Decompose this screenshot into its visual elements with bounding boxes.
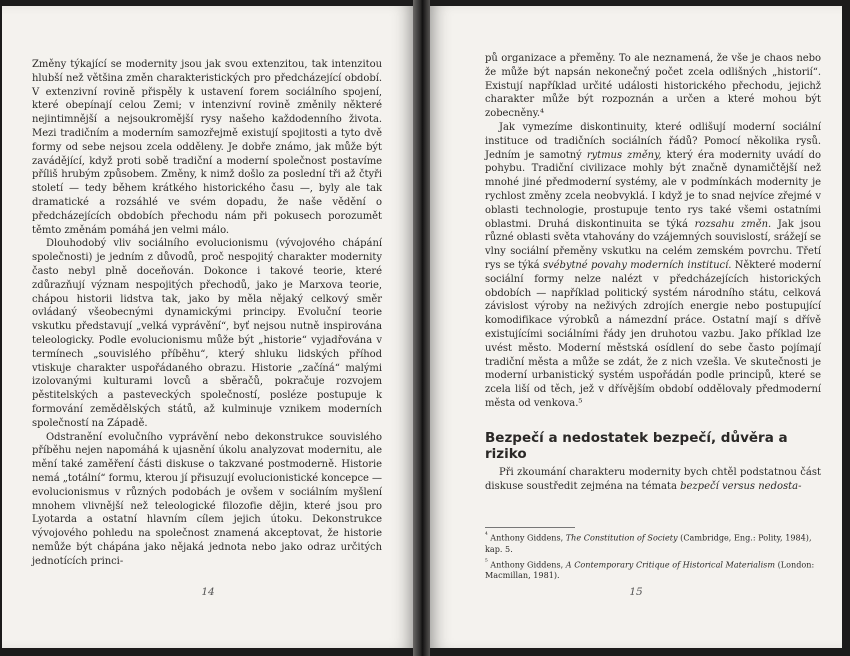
- left-paragraph-1: Změny týkající se modernity jsou jak svou extenzitou, tak intenzitou hlubší než většina změn charakteristických pro předcházející období. V extenzivní rovině přispěly k ustavení forem sociálního spojení, které obepínají celou Zemi; v intenzivní rovině změnily některé nejintimnější a nejsoukromější rysy našeho každodenního života. Mezi tradičním a moderním samozřejmě existují spojitosti a tyto dvě formy od sebe nejsou zcela odděleny. Je dobře známo, jak může být zavádějící, když proti sobě tradiční a moderní společnost postavíme příliš hrubým způsobem. Změny, k nimž došlo za poslední tři až čtyři století — tedy během krátkého historického času —, byly ale tak dramatické a rozsáhlé ve svém dopadu, že naše vědění o předcházejících obdobích přechodu nám při pokusech porozumět těmto změnám pomáhá jen velmi málo.: [32, 59, 382, 236]
- left-body-text: [32, 58, 382, 568]
- footnotes: [485, 530, 821, 583]
- page-number-left: 14: [201, 586, 215, 598]
- left-page: [2, 6, 413, 648]
- text-run: Při zkoumání charakteru modernity bych chtěl podstatnou část diskuse soustředit zejména na témata: [485, 467, 821, 492]
- footnote-title: A Contemporary Critique of Historical Materialism: [565, 559, 775, 570]
- footnote-author: Anthony Giddens,: [490, 559, 566, 570]
- section-intro: [485, 466, 821, 494]
- text-run: který éra modernity uvádí do pohybu. Tradiční civilizace mohly být značně dynamičtější než mnohé jiné předmoderní systémy, ale v podmínkách modernity je rychlost změny zcela neobvyklá. I když je to snad nejvíce zřejmé v oblasti technologie, prostupuje tento rys také všemi ostatními oblastmi. Druhá diskontinuita se týká: [485, 149, 822, 230]
- footnote-author: Anthony Giddens,: [490, 532, 566, 543]
- footnote-title: The Constitution of Society: [565, 532, 678, 543]
- text-run: Jak jsou různé oblasti světa vtahovány do vzájemných souvislostí, srážejí se vlny sociální přeměny vskutku na celém zemském povrchu. Třetí rys se týká: [485, 218, 821, 271]
- footnote-5: [485, 557, 821, 582]
- emphasis-institutions: svébytné povahy moderních institucí.: [542, 259, 732, 271]
- footnote-mark: ⁴: [485, 531, 488, 539]
- footnote-rest: (Cambridge, Eng.: Polity, 1984), kap. 5.: [485, 532, 812, 554]
- left-paragraph-2: Dlouhodobý vliv sociálního evolucionismu (vývojového chápání společnosti) je jedním z důvodů, proč nespojitý charakter modernity často nebyl plně doceňován. Dokonce i takové teorie, které zdůrazňují význam nespojitých přechodů, jako je Marxova teorie, chápou historii lidstva tak, jako by měla nějaký celkový směr ovládaný všeobecnými dynamickými principy. Evoluční teorie vskutku představují „velká vyprávění“, byť nejsou nutně inspirována teleologicky. Podle evolucionismu může být „historie“ vyjadřována v termínech „souvislého příběhu“, který shluku lidských příhod vtiskuje charakter uspořádaného obrazu. Historie „začíná“ malými izolovanými kulturami lovců a sběračů, pokračuje rozvojem pěstitelských a pasteveckých společností, posléze postupuje k formování zemědělských států, až kulminuje vznikem moderních společností na Západě.: [32, 238, 382, 429]
- footnote-rule: [485, 527, 575, 528]
- section-intro-paragraph: [485, 466, 821, 494]
- footnote-rest: (London: Macmillan, 1981).: [485, 559, 815, 581]
- book-gutter: [413, 0, 430, 656]
- emphasis-scope: rozsahu změn.: [694, 218, 772, 230]
- right-page: [430, 6, 842, 648]
- left-paragraph-3: Odstranění evolučního vyprávění nebo dekonstrukce souvislého příběhu nejen napomáhá k ujasnění úkolu analyzovat modernitu, ale mění také zaměření části diskuse o takzvané postmoderně. Historie nemá „totální“ formu, kterou jí přisuzují evolucionistické koncepce — evolucionismus v různých podobách je ovšem v sociálním myšlení mnohem vlivnější než teleologické filozofie dějin, které jsou pro Lyotarda a ostatní hlavním cílem jejich útoku. Dekonstrukce vývojového pohledu na společnost znamená akceptovat, že historie nemůže být chápána jako nějaká jednota nebo jako odraz určitých jednotících princi-: [32, 431, 382, 567]
- text-run: Některé moderní sociální formy nelze nalézt v předcházejících historických obdobích — například politický systém národního státu, celková závislost výroby na neživých zdrojích energie nebo postupující komodifikace výrobků a námezdní práce. Ostatní mají s dřívě existujícími sociálními řády jen druhotou vazbu. Jako příklad lze uvést město. Moderní městská osídlení do sebe často pojímají tradiční města a může se zdát, že z nich vzešla. Ve skutečnosti je moderní urbanistický systém uspořádán podle principů, které se zcela liší od těch, jež v dřívějším období oddělovaly předmoderní města od venkova.⁵: [485, 259, 821, 409]
- right-body-text: [485, 52, 821, 411]
- right-paragraph-1: pů organizace a přeměny. To ale neznamená, že vše je chaos nebo že může být napsán nekonečný počet zcela odlišných „historií“. Existují například určité události historického přechodu, jejichž charakter může být rozpoznán a určen a které mohou být zobecněny.⁴: [485, 53, 821, 120]
- text-run: Jak vymezíme diskontinuity, které odlišují moderní sociální instituce od tradičních sociálních řádů? Pomocí několika rysů. Jedním je samotný: [485, 121, 821, 161]
- section-heading: Bezpečí a nedostatek bezpečí, důvěra a riziko: [485, 430, 788, 462]
- emphasis-rhythm: rytmus změny,: [586, 149, 662, 161]
- emphasis-security: bezpečí versus nedosta-: [680, 480, 802, 492]
- page-number-right: 15: [629, 586, 643, 598]
- right-paragraph-2: [485, 121, 821, 411]
- footnote-4: [485, 530, 821, 555]
- footnote-mark: ⁵: [485, 557, 488, 566]
